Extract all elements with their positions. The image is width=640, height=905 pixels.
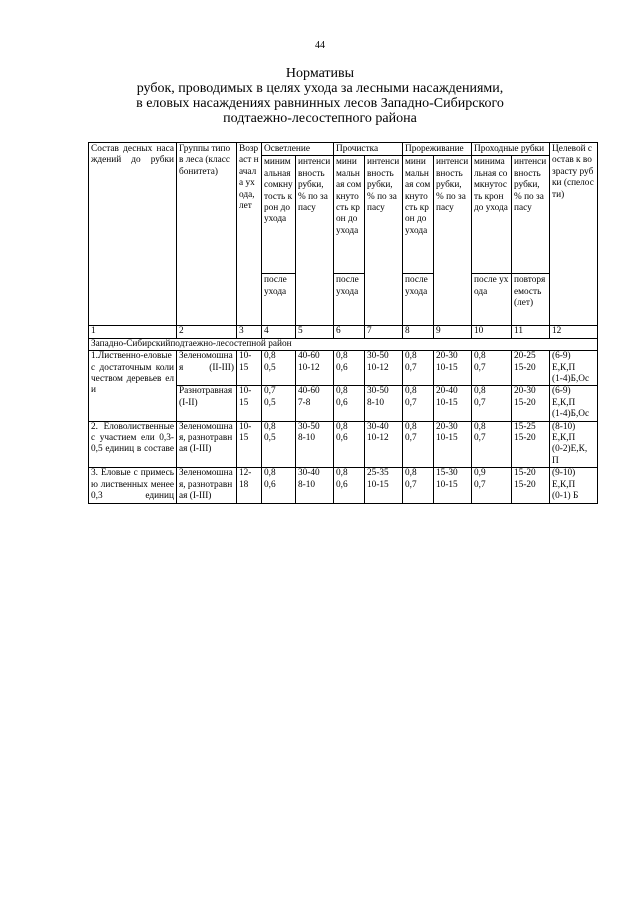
cell-value: 0,8 0,6 xyxy=(334,351,365,386)
col-num: 5 xyxy=(296,326,334,338)
header-proch-min: минимальная сомкнутость крон до ухода xyxy=(334,156,365,274)
cell-value: 20-40 10-15 xyxy=(434,386,472,421)
header-prorezh-int: интенсивность рубки, % по запасу xyxy=(434,156,472,326)
table-row xyxy=(89,421,598,468)
col-num: 11 xyxy=(512,326,550,338)
cell-value: 0,8 0,6 xyxy=(334,421,365,468)
cell-vozrast: 12- 18 xyxy=(237,468,262,503)
cell-value: 30-50 10-12 xyxy=(365,351,403,386)
cell-gruppa: Зеленомошная, разнотравная (I-III) xyxy=(177,421,237,468)
cell-value: 0,8 0,7 xyxy=(403,351,434,386)
cell-value: 30-40 10-12 xyxy=(365,421,403,468)
cell-tselevoy: (6-9) Е,К,П (1-4)Б,Ос xyxy=(550,351,598,386)
cell-gruppa: Зеленомошная (II-III) xyxy=(177,351,237,386)
cell-value: 30-40 8-10 xyxy=(296,468,334,503)
header-prohod-min: минимальная сомкнутость крон до ухода xyxy=(472,156,512,274)
title-line-4: подтаежно-лесостепного района xyxy=(223,111,417,126)
header-osv-int: интенсивность рубки, % по запасу xyxy=(296,156,334,326)
table-row xyxy=(89,468,598,503)
cell-value: 20-30 15-20 xyxy=(512,386,550,421)
norms-table xyxy=(88,142,598,504)
cell-value: 20-25 15-20 xyxy=(512,351,550,386)
cell-value: 0,8 0,6 xyxy=(262,468,296,503)
header-prorezhivanie: Прореживание xyxy=(403,143,472,156)
cell-value: 15-20 15-20 xyxy=(512,468,550,503)
cell-value: 20-30 10-15 xyxy=(434,351,472,386)
header-osvetlenie: Осветление xyxy=(262,143,334,156)
cell-value: 0,8 0,7 xyxy=(472,421,512,468)
col-num: 12 xyxy=(550,326,598,338)
title-line-2: рубок, проводимых в целях ухода за лесными насаждениями, xyxy=(136,81,504,96)
cell-value: 0,8 0,5 xyxy=(262,421,296,468)
col-num: 1 xyxy=(89,326,177,338)
col-num: 9 xyxy=(434,326,472,338)
cell-value: 0,7 0,5 xyxy=(262,386,296,421)
cell-gruppa: Разнотравная (I-II) xyxy=(177,386,237,421)
cell-value: 0,8 0,7 xyxy=(403,468,434,503)
cell-value: 40-60 7-8 xyxy=(296,386,334,421)
col-num: 8 xyxy=(403,326,434,338)
document-title xyxy=(90,66,550,126)
cell-value: 0,8 0,7 xyxy=(403,421,434,468)
cell-gruppa: Зеленомошная, разнотравная (I-III) xyxy=(177,468,237,503)
table-row xyxy=(89,351,598,386)
col-num: 2 xyxy=(177,326,237,338)
header-gruppy: Группы типов леса (класс бонитета) xyxy=(177,143,237,326)
cell-tselevoy: (6-9) Е,К,П (1-4)Б,Ос xyxy=(550,386,598,421)
title-line-3: в еловых насаждениях равнинных лесов Западно-Сибирского xyxy=(136,96,504,111)
page-number: 44 xyxy=(315,40,325,51)
cell-value: 25-35 10-15 xyxy=(365,468,403,503)
header-vozrast: Возраст начала ухода, лет xyxy=(237,143,262,326)
col-num: 3 xyxy=(237,326,262,338)
cell-value: 30-50 8-10 xyxy=(365,386,403,421)
col-num: 10 xyxy=(472,326,512,338)
header-prohod-repeat: повторяемость (лет) xyxy=(512,274,550,326)
cell-value: 0,8 0,5 xyxy=(262,351,296,386)
header-osv-after: после ухода xyxy=(262,274,296,326)
cell-value: 20-30 10-15 xyxy=(434,421,472,468)
cell-value: 15-30 10-15 xyxy=(434,468,472,503)
col-num: 7 xyxy=(365,326,403,338)
cell-vozrast: 10- 15 xyxy=(237,351,262,386)
header-proch-int: интенсивность рубки, % по запасу xyxy=(365,156,403,326)
col-num: 4 xyxy=(262,326,296,338)
header-prorezh-min: минимальная сомкнутость крон до ухода xyxy=(403,156,434,274)
cell-value: 15-25 15-20 xyxy=(512,421,550,468)
header-row-1 xyxy=(89,143,598,156)
cell-vozrast: 10- 15 xyxy=(237,386,262,421)
cell-vozrast: 10- 15 xyxy=(237,421,262,468)
cell-tselevoy: (9-10) Е,К,П (0-1) Б xyxy=(550,468,598,503)
cell-sostav: 3. Еловые с примесью лиственных менее 0,3 единиц xyxy=(89,468,177,503)
header-prorezh-after: после ухода xyxy=(403,274,434,326)
cell-value: 0,8 0,6 xyxy=(334,468,365,503)
cell-sostav: 1.Лиственно-еловые с достаточным количеством деревьев ели xyxy=(89,351,177,421)
col-num: 6 xyxy=(334,326,365,338)
cell-value: 0,8 0,7 xyxy=(403,386,434,421)
header-prohodnye: Проходные рубки xyxy=(472,143,550,156)
header-tselevoy: Целевой состав к возрасту рубки (спелости) xyxy=(550,143,598,326)
cell-value: 0,9 0,7 xyxy=(472,468,512,503)
cell-tselevoy: (8-10) Е,К,П (0-2)Е,К, П xyxy=(550,421,598,468)
header-sostav: Состав десных насаждений до рубки xyxy=(89,143,177,326)
cell-value: 40-60 10-12 xyxy=(296,351,334,386)
cell-value: 30-50 8-10 xyxy=(296,421,334,468)
column-numbers-row xyxy=(89,326,598,338)
region-label: Западно-Сибирскийподтаежно-лесостепной район xyxy=(89,338,598,350)
cell-value: 0,8 0,7 xyxy=(472,351,512,386)
header-prohod-int: интенсивность рубки, % по запасу xyxy=(512,156,550,274)
header-osv-min: минимальная сомкнутость крон до ухода xyxy=(262,156,296,274)
cell-value: 0,8 0,7 xyxy=(472,386,512,421)
header-prohod-after: после ухода xyxy=(472,274,512,326)
title-line-1: Нормативы xyxy=(285,66,355,81)
header-proch-after: после ухода xyxy=(334,274,365,326)
cell-sostav: 2. Еловолиственные с участием ели 0,3-0,5 единиц в составе xyxy=(89,421,177,468)
region-row xyxy=(89,338,598,350)
header-prochistka: Прочистка xyxy=(334,143,403,156)
cell-value: 0,8 0,6 xyxy=(334,386,365,421)
